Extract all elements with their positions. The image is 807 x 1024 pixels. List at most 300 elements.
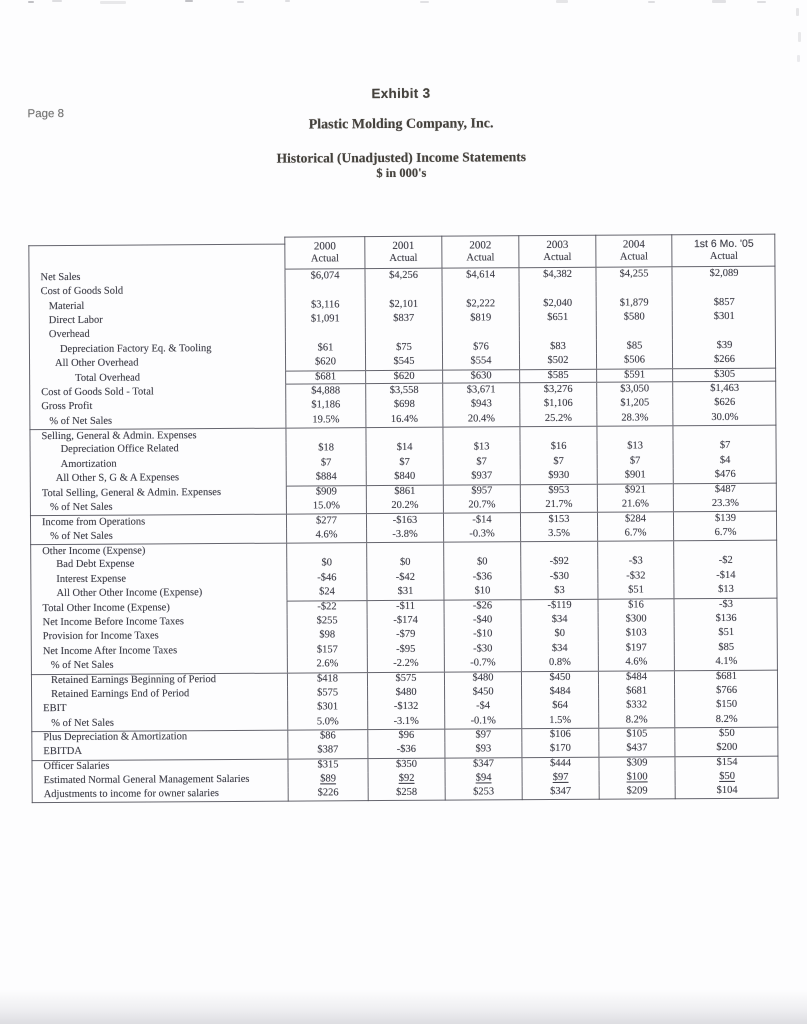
value-cell xyxy=(597,454,673,469)
value-text: $300 xyxy=(625,613,647,625)
value-cell xyxy=(674,756,778,770)
value-cell xyxy=(444,714,521,729)
value-cell xyxy=(673,597,777,612)
value-cell xyxy=(596,310,672,325)
value-cell xyxy=(368,772,445,787)
value-text: 19.5% xyxy=(312,413,340,426)
value-text: $480 xyxy=(472,672,494,684)
value-text: $484 xyxy=(625,671,648,683)
value-text: $3,116 xyxy=(310,298,340,311)
value-text: $3,671 xyxy=(466,384,496,396)
value-text: -$11 xyxy=(396,600,415,613)
value-cell xyxy=(597,483,673,498)
value-cell xyxy=(365,369,442,384)
value-text: $681 xyxy=(626,685,648,697)
row-label: Bad Debt Expense xyxy=(56,558,135,571)
value-cell xyxy=(444,685,521,700)
value-text: $476 xyxy=(714,469,736,481)
value-cell xyxy=(286,499,366,514)
value-text: 20.7% xyxy=(468,499,496,511)
row-label: Net Income Before Income Taxes xyxy=(42,616,185,629)
column-year: 2000 xyxy=(313,240,336,253)
value-cell xyxy=(442,326,519,341)
scan-shadow-band xyxy=(0,990,807,1024)
value-text: $484 xyxy=(549,685,571,697)
value-text: $16 xyxy=(550,441,567,453)
row-label: Retained Earnings Beginning of Period xyxy=(50,673,217,686)
row-label: Net Income After Income Taxes xyxy=(42,644,178,657)
value-text: $153 xyxy=(548,513,570,525)
value-cell xyxy=(366,499,443,514)
value-text: 25.2% xyxy=(544,412,572,424)
value-cell xyxy=(595,267,671,282)
value-text: -$30 xyxy=(473,643,493,655)
value-text: -$42 xyxy=(395,571,416,583)
value-cell xyxy=(672,281,776,296)
value-cell xyxy=(366,527,443,542)
value-cell xyxy=(366,585,443,600)
value-cell xyxy=(366,484,443,499)
row-label: Amortization xyxy=(60,458,117,470)
value-text: -$2 xyxy=(718,555,733,567)
value-cell xyxy=(365,355,442,370)
value-text: 8.2% xyxy=(625,713,648,726)
value-cell xyxy=(521,627,598,642)
value-cell xyxy=(673,541,777,555)
value-cell xyxy=(519,427,596,441)
value-cell xyxy=(442,297,519,312)
value-cell xyxy=(443,599,520,614)
value-cell xyxy=(442,427,519,441)
value-text: $154 xyxy=(716,757,738,769)
value-text: $3,050 xyxy=(620,383,650,395)
value-cell xyxy=(596,296,672,311)
value-text: $305 xyxy=(714,368,736,380)
row-label: EBIT xyxy=(43,703,67,715)
value-cell xyxy=(674,712,778,727)
value-text: $50 xyxy=(718,728,735,740)
value-text: $1,106 xyxy=(543,398,573,410)
value-cell xyxy=(521,713,598,728)
value-cell xyxy=(366,556,443,571)
value-text: $13 xyxy=(473,441,490,453)
value-cell xyxy=(285,312,365,327)
value-cell xyxy=(367,642,444,657)
value-cell xyxy=(366,441,443,456)
value-text: $953 xyxy=(548,484,570,497)
value-cell xyxy=(285,298,365,313)
value-cell xyxy=(368,786,445,801)
value-cell xyxy=(520,455,597,470)
value-cell xyxy=(443,469,520,484)
value-text: $14 xyxy=(396,442,413,454)
value-text: $309 xyxy=(626,757,648,769)
value-cell xyxy=(285,413,365,428)
value-text: 21.7% xyxy=(545,498,573,510)
value-cell xyxy=(598,713,674,728)
value-cell xyxy=(598,728,674,742)
value-text: $2,101 xyxy=(389,298,419,310)
value-text: 16.4% xyxy=(390,413,418,425)
column-subheader: Actual xyxy=(310,253,339,265)
value-text: $7 xyxy=(476,456,487,468)
value-text: $34 xyxy=(551,613,568,625)
value-text: 20.4% xyxy=(467,413,495,425)
value-cell xyxy=(520,440,597,455)
value-cell xyxy=(365,326,442,341)
value-cell xyxy=(597,569,673,584)
value-text: $13 xyxy=(718,584,734,596)
value-cell xyxy=(598,757,674,771)
value-text: $266 xyxy=(713,354,736,366)
value-cell xyxy=(286,485,366,500)
value-text: -$46 xyxy=(317,572,337,584)
value-text: $0 xyxy=(321,557,333,569)
value-cell xyxy=(287,643,367,658)
value-cell xyxy=(597,584,673,599)
value-text: -$26 xyxy=(472,600,493,612)
value-cell xyxy=(367,758,444,772)
column-year: 2004 xyxy=(622,238,645,251)
value-text: $209 xyxy=(626,785,648,797)
value-cell xyxy=(443,484,520,499)
value-cell xyxy=(287,629,367,644)
value-text: $24 xyxy=(319,586,335,598)
value-cell xyxy=(442,311,519,326)
value-cell xyxy=(519,397,596,412)
value-cell xyxy=(367,700,444,715)
value-cell xyxy=(365,384,442,399)
value-cell xyxy=(674,683,778,698)
value-cell xyxy=(444,613,521,628)
row-label: Direct Labor xyxy=(48,314,103,327)
value-text: $301 xyxy=(713,310,735,323)
value-text: -$32 xyxy=(626,570,646,582)
value-text: $3,558 xyxy=(389,384,419,396)
value-text: $7 xyxy=(320,457,332,469)
value-cell xyxy=(444,642,521,657)
value-text: $450 xyxy=(472,686,494,698)
value-cell xyxy=(597,469,673,484)
value-text: $86 xyxy=(319,730,336,742)
row-label: Total Other Income (Expense) xyxy=(42,601,170,614)
value-text: $840 xyxy=(394,471,416,483)
header-label-cell xyxy=(28,237,284,272)
value-text: $884 xyxy=(315,471,337,483)
value-text: 6.7% xyxy=(624,527,647,539)
value-cell xyxy=(520,498,597,513)
value-cell xyxy=(443,514,520,528)
value-cell xyxy=(520,483,597,498)
value-text: $837 xyxy=(393,312,415,325)
value-text: $255 xyxy=(316,615,338,627)
value-text: $651 xyxy=(547,311,569,324)
value-text: $7 xyxy=(719,440,731,452)
table-header-row xyxy=(28,234,775,272)
value-text: -$30 xyxy=(549,570,570,582)
value-text: $585 xyxy=(547,369,569,381)
value-cell xyxy=(522,771,599,786)
row-label: Retained Earnings End of Period xyxy=(51,688,190,700)
row-label: % of Net Sales xyxy=(49,415,113,427)
value-text: $94 xyxy=(475,772,492,784)
value-cell xyxy=(596,325,672,340)
value-cell xyxy=(367,657,444,672)
row-label: Overhead xyxy=(48,329,90,341)
value-cell xyxy=(673,468,777,483)
value-cell xyxy=(442,412,519,427)
value-cell xyxy=(286,528,366,543)
value-cell xyxy=(521,685,598,700)
value-text: -$22 xyxy=(317,601,337,613)
value-text: $1,205 xyxy=(620,397,650,409)
value-cell xyxy=(673,439,777,454)
value-cell xyxy=(597,555,673,570)
row-label: All Other Overhead xyxy=(55,357,139,370)
value-cell xyxy=(519,282,596,297)
value-cell xyxy=(285,384,365,399)
value-cell xyxy=(596,282,672,297)
value-cell xyxy=(285,341,365,356)
value-cell xyxy=(443,455,520,470)
value-cell xyxy=(673,568,777,583)
value-cell xyxy=(366,571,443,586)
value-text: $1,186 xyxy=(311,399,341,411)
value-text: $545 xyxy=(393,356,415,368)
value-cell xyxy=(672,367,776,382)
value-text: $7 xyxy=(399,456,410,468)
value-text: $766 xyxy=(716,684,738,696)
value-cell xyxy=(674,741,778,756)
value-cell xyxy=(443,498,520,513)
value-text: 4.1% xyxy=(715,655,738,668)
value-text: $3,276 xyxy=(543,383,573,395)
value-cell xyxy=(444,743,521,758)
value-cell xyxy=(519,368,596,383)
value-text: $575 xyxy=(395,672,417,684)
value-text: $105 xyxy=(626,728,648,740)
value-text: $10 xyxy=(474,585,491,597)
row-label: Total Selling, General & Admin. Expenses xyxy=(41,486,222,499)
value-cell xyxy=(521,613,598,628)
value-cell xyxy=(519,340,596,355)
value-cell xyxy=(366,599,443,614)
value-text: $197 xyxy=(625,642,647,654)
value-cell xyxy=(444,628,521,643)
value-cell xyxy=(365,428,442,442)
value-cell xyxy=(442,398,519,413)
value-text: $16 xyxy=(628,599,644,611)
value-text: $170 xyxy=(549,743,571,755)
value-cell xyxy=(285,399,365,414)
value-text: -$36 xyxy=(472,571,493,583)
exhibit-title: Exhibit 3 xyxy=(371,85,431,102)
column-year: 2001 xyxy=(392,239,415,252)
value-text: $620 xyxy=(393,370,415,382)
value-cell xyxy=(367,614,444,629)
value-text: -$95 xyxy=(396,643,416,655)
value-text: $136 xyxy=(715,612,737,624)
value-text: $301 xyxy=(317,701,339,713)
row-label: Selling, General & Admin. Expenses xyxy=(41,429,197,442)
row-label: Other Income (Expense) xyxy=(42,545,146,557)
column-header xyxy=(518,235,595,268)
value-text: $226 xyxy=(317,787,339,799)
value-text: $4,255 xyxy=(619,268,649,280)
row-label: % of Net Sales xyxy=(51,717,114,729)
value-cell xyxy=(673,525,777,540)
value-cell xyxy=(598,612,674,627)
value-cell xyxy=(285,428,365,442)
value-cell xyxy=(674,655,778,670)
value-cell xyxy=(285,370,365,385)
value-cell xyxy=(596,397,672,412)
value-text: $31 xyxy=(397,586,414,598)
value-text: $277 xyxy=(315,515,338,527)
page-number-label: Page 8 xyxy=(27,107,65,121)
value-cell xyxy=(444,699,521,714)
row-label: Total Overhead xyxy=(75,372,141,384)
value-text: -$92 xyxy=(549,556,569,568)
value-text: $437 xyxy=(626,742,648,754)
column-header xyxy=(364,236,441,269)
value-cell xyxy=(286,557,366,572)
value-cell xyxy=(519,383,596,398)
value-text: 0.8% xyxy=(548,656,571,669)
row-label: Material xyxy=(48,300,85,312)
value-text: $18 xyxy=(318,442,334,454)
value-cell xyxy=(675,770,779,785)
value-cell xyxy=(597,526,673,541)
value-text: $957 xyxy=(471,485,493,497)
value-cell xyxy=(520,469,597,484)
value-cell xyxy=(674,612,778,627)
value-cell xyxy=(674,698,778,713)
value-text: $83 xyxy=(550,340,566,352)
value-text: $139 xyxy=(714,512,737,524)
value-cell xyxy=(364,269,441,284)
value-text: $104 xyxy=(716,785,738,797)
value-text: -3.8% xyxy=(392,528,418,540)
column-subheader: Actual xyxy=(466,252,495,264)
value-text: $76 xyxy=(473,341,489,353)
value-cell xyxy=(521,699,598,714)
value-cell xyxy=(673,482,777,497)
value-text: $387 xyxy=(317,744,339,756)
value-cell xyxy=(521,729,598,743)
row-label: Cost of Goods Sold xyxy=(40,285,124,298)
value-text: $698 xyxy=(393,399,415,411)
value-text: $7 xyxy=(553,455,564,467)
value-cell xyxy=(443,542,520,556)
value-text: $681 xyxy=(715,670,738,682)
value-text: -$174 xyxy=(393,614,418,626)
value-cell xyxy=(599,770,675,785)
value-cell xyxy=(286,442,366,457)
value-text: $0 xyxy=(399,557,411,569)
value-text: -0.3% xyxy=(469,528,495,540)
value-text: $4,256 xyxy=(389,269,418,281)
value-text: 4.6% xyxy=(625,656,648,668)
value-cell xyxy=(445,771,522,786)
column-subheader: Actual xyxy=(389,252,418,264)
value-cell xyxy=(519,311,596,326)
value-cell xyxy=(365,341,442,356)
row-label: Depreciation Factory Eq. & Tooling xyxy=(59,342,212,355)
value-cell xyxy=(286,600,366,615)
value-cell xyxy=(596,354,672,369)
value-cell xyxy=(672,324,776,339)
value-cell xyxy=(442,283,519,298)
value-cell xyxy=(598,699,674,714)
value-cell xyxy=(287,744,367,759)
row-label: All Other Other Income (Expense) xyxy=(56,587,203,600)
value-cell xyxy=(672,410,776,425)
value-text: $819 xyxy=(470,312,492,324)
value-cell xyxy=(366,456,443,471)
value-cell xyxy=(288,787,368,802)
value-text: $6,074 xyxy=(310,270,340,282)
row-label: % of Net Sales xyxy=(50,659,114,672)
value-text: $332 xyxy=(626,699,648,711)
value-text: $2,222 xyxy=(466,298,496,310)
value-text: $681 xyxy=(315,370,337,383)
value-cell xyxy=(672,426,776,440)
value-cell xyxy=(442,354,519,369)
value-cell xyxy=(521,656,598,671)
value-cell xyxy=(520,542,597,556)
value-text: $4,888 xyxy=(311,385,341,397)
value-text: $75 xyxy=(396,341,412,353)
value-text: 3.5% xyxy=(548,527,571,539)
value-cell xyxy=(598,684,674,699)
row-label: Net Sales xyxy=(40,271,81,284)
value-cell xyxy=(597,440,673,455)
value-text: $591 xyxy=(624,368,646,381)
value-cell xyxy=(520,555,597,570)
value-cell xyxy=(286,543,366,557)
value-text: 20.2% xyxy=(391,499,419,511)
value-cell xyxy=(443,584,520,599)
value-text: $85 xyxy=(626,340,643,352)
value-cell xyxy=(441,268,518,283)
value-cell xyxy=(599,785,675,800)
value-cell xyxy=(522,785,599,800)
value-text: $13 xyxy=(627,440,643,452)
value-cell xyxy=(674,728,778,742)
value-text: $0 xyxy=(476,556,488,568)
value-text: 15.0% xyxy=(312,500,341,512)
value-cell xyxy=(367,628,444,643)
value-text: $502 xyxy=(547,355,569,367)
value-text: -$3 xyxy=(628,555,643,567)
value-text: $347 xyxy=(550,786,572,798)
value-text: $100 xyxy=(626,771,648,783)
value-cell xyxy=(366,543,443,557)
value-cell xyxy=(673,583,777,598)
value-text: $937 xyxy=(471,470,493,482)
value-cell xyxy=(365,283,442,298)
value-text: $1,091 xyxy=(310,313,340,325)
value-cell xyxy=(519,411,596,426)
value-cell xyxy=(520,513,597,527)
value-cell xyxy=(598,627,674,642)
value-text: $930 xyxy=(548,470,570,482)
value-cell xyxy=(519,325,596,340)
value-cell xyxy=(520,584,597,599)
value-text: $39 xyxy=(716,339,733,351)
value-text: 30.0% xyxy=(711,411,739,423)
